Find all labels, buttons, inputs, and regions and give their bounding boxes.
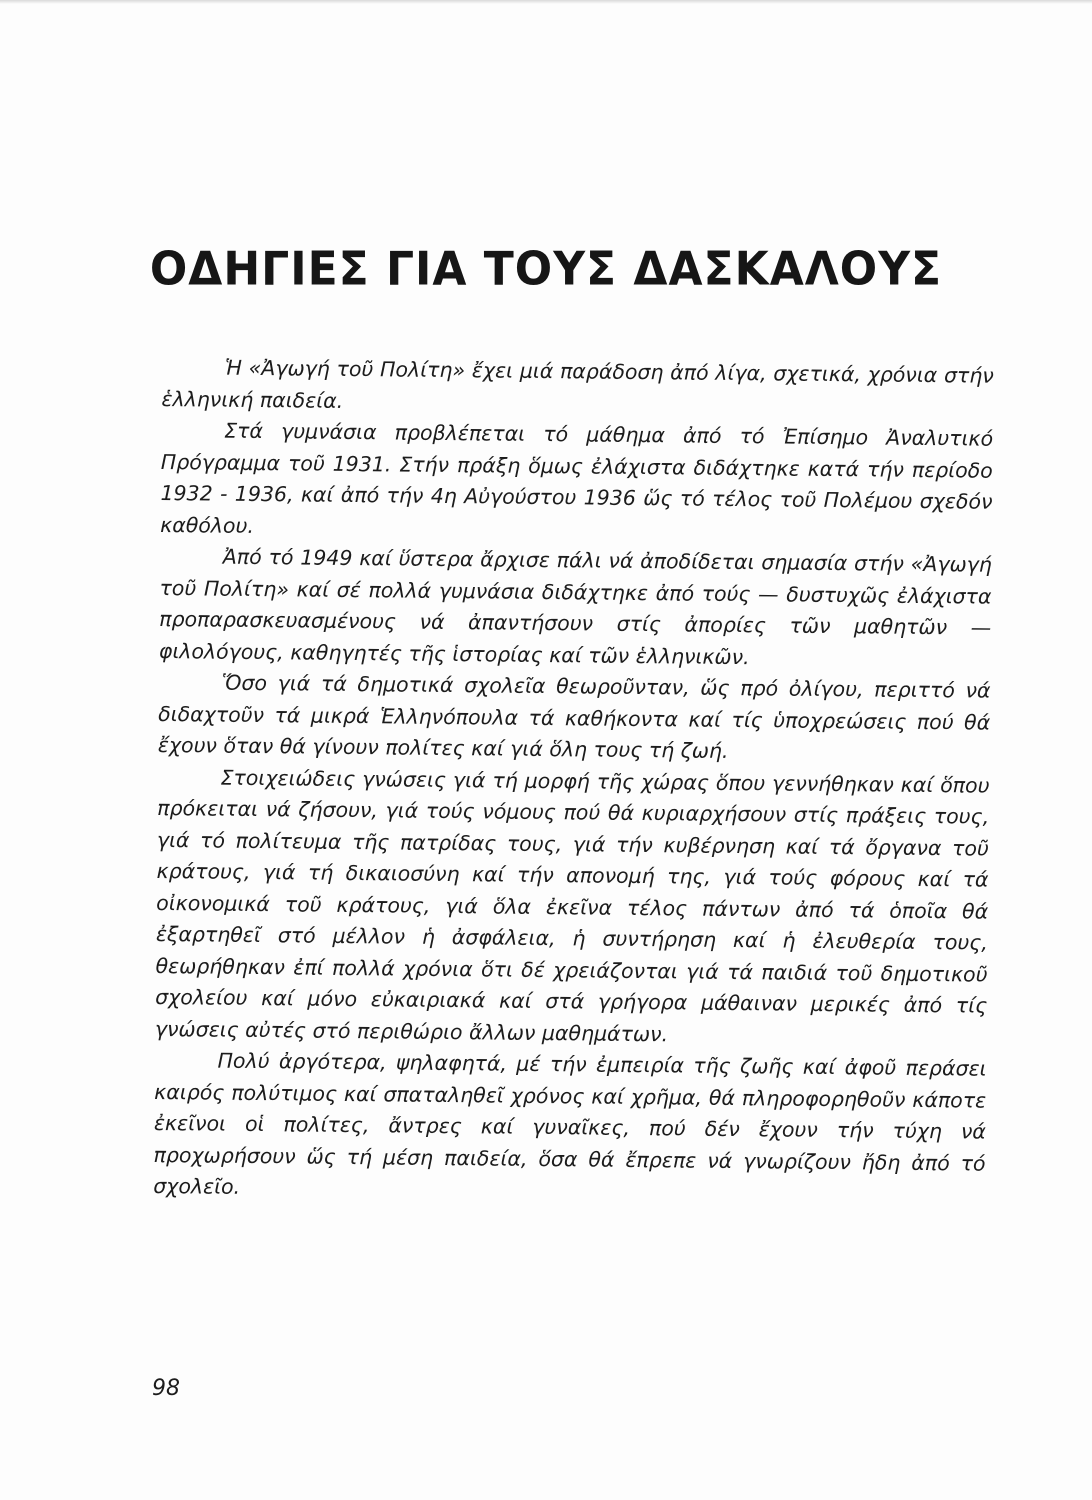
body-text <box>153 352 994 1211</box>
paragraph-4: Ὅσο γιά τά δημοτικά σχολεῖα θεωροῦνταν, ὥς πρό ὀλίγου, περιττό νά διδαχτοῦν τά μικρά Ἑλληνόπουλα τά καθήκοντα καί τίς ὑποχρεώσεις πού θά ἔχουν ὅταν θά γίνουν πολίτες καί γιά ὅλη τους τή ζωή. <box>157 670 991 763</box>
page-title: ΟΔΗΓΙΕΣ ΓΙΑ ΤΟΥΣ ΔΑΣΚΑΛΟΥΣ <box>149 242 943 297</box>
scan-top-edge <box>0 0 1092 4</box>
paragraph-2: Στά γυμνάσια προβλέπεται τό μάθημα ἀπό τό Ἐπίσημο Ἀναλυτικό Πρόγραμμα τοῦ 1931. Στήν πράξη ὅμως ἐλάχιστα διδάχτηκε κατά τήν περίοδο 1932 - 1936, καί ἀπό τήν 4η Αὐγούστου 1936 ὥς τό τέλος τοῦ Πολέμου σχεδόν καθόλου. <box>160 418 994 538</box>
paragraph-6: Πολύ ἀργότερα, ψηλαφητά, μέ τήν ἐμπειρία τῆς ζωῆς καί ἀφοῦ περάσει καιρός πολύτιμος καί σπαταληθεῖ χρόνος καί χρῆμα, θά πληροφορηθοῦν κάποτε ἐκεῖνοι οἱ πολίτες, ἄντρες καί γυναῖκες, πού δέν ἔχουν τήν τύχη νά προχωρήσουν ὥς τή μέση παιδεία, ὅσα θά ἔπρεπε νά γνωρίζουν ἤδη ἀπό τό σχολεῖο. <box>153 1048 987 1199</box>
paragraph-5: Στοιχειώδεις γνώσεις γιά τή μορφή τῆς χώρας ὅπου γεννήθηκαν καί ὅπου πρόκειται νά ζήσουν, γιά τούς νόμους πού θά κυριαρχήσουν στίς πράξεις τους, γιά τό πολίτευμα τῆς πατρίδας τους, γιά τήν κυβέρνηση καί τά ὄργανα τοῦ κράτους, γιά τή δικαιοσύνη καί τήν απονομή της, γιά τούς φόρους καί τά οἰκονομικά τοῦ κράτους, γιά ὅλα ἐκεῖνα τέλος πάντων ἀπό τά ὁποῖα θά ἐξαρτηθεῖ στό μέλλον ἡ ἀσφάλεια, ἡ συντήρηση καί ἡ ἐλευθερία τους, θεωρήθηκαν ἐπί πολλά χρόνια ὅτι δέ χρειάζονται γιά τά παιδιά τοῦ δημοτικοῦ σχολείου καί μόνο εὐκαιριακά καί στά γρήγορα μάθαιναν μερικές ἀπό τίς γνώσεις αὐτές στό περιθώριο ἄλλων μαθημάτων. <box>154 765 990 1046</box>
paragraph-1: Ἡ «Ἀγωγή τοῦ Πολίτη» ἔχει μιά παράδοση ἀπό λίγα, σχετικά, χρόνια στήν ἑλληνική παιδεία. <box>161 355 994 413</box>
paragraph-3: Ἀπό τό 1949 καί ὕστερα ἄρχισε πάλι νά ἀποδίδεται σημασία στήν «Ἀγωγή τοῦ Πολίτη» καί σέ πολλά γυμνάσια διδάχτηκε ἀπό τούς — δυστυχῶς ἐλάχιστα προπαρασκευασμένους νά ἀπαντήσουν στίς ἀπορίες τῶν μαθητῶν — φιλολόγους, καθηγητές τῆς ἱστορίας καί τῶν ἑλληνικῶν. <box>158 544 992 669</box>
page-number: 98 <box>152 1376 180 1401</box>
